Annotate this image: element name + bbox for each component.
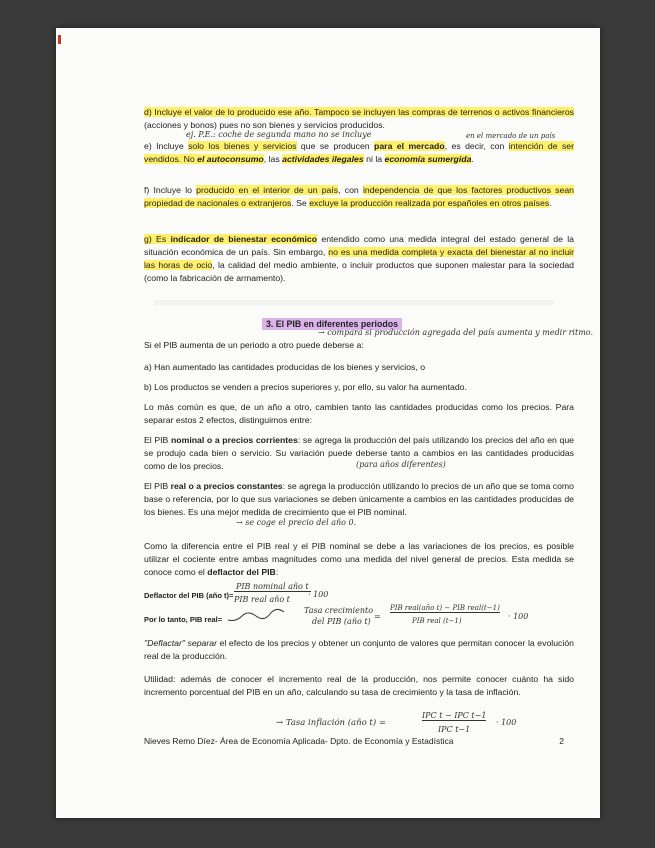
handwritten-note: → se coge el precio del año 0. (236, 518, 357, 527)
paragraph-f: f) Incluye lo producido en el interior de un país, con independencia de que los factores productivos sean propiedad de nacionales o extranjeros. Se excluye la producción realizada por españoles en otros países. (144, 185, 575, 208)
handwritten-note: · 100 (508, 612, 529, 621)
handwritten-note: ej. P.E.: coche de segunda mano no se incluye (186, 130, 372, 139)
handwritten-denominator: PIB real año t (234, 595, 290, 604)
handwritten-note: del PIB (año t) (312, 617, 371, 626)
handwritten-note: → Tasa inflación (año t) = (276, 718, 386, 728)
handwritten-note: Tasa crecimiento (304, 606, 374, 615)
handwritten-denominator: IPC t−1 (438, 725, 471, 734)
body-text: (acciones y bonos) pues no son bienes y servicios producidos. (144, 120, 385, 130)
handwritten-denominator: PIB real (t−1) (412, 617, 462, 625)
body-line: a) Han aumentado las cantidades producidas de los bienes y servicios, o (144, 362, 426, 372)
handwritten-numerator: PIB nominal año t (236, 582, 309, 591)
bleed-through (154, 300, 554, 305)
deflactar-paragraph: "Deflactar" separar el efecto de los precios y obtener un conjunto de valores que permitan conocer la evolución real de la producción. (144, 638, 574, 661)
pib-real-paragraph: El PIB real o a precios constantes: se agrega la producción utilizando lo precios de un año que se toma como base o referencia, por lo que sus variaciones se deben únicamente a cambios en las cantidades producidas de los bienes. Es una mejor medida de crecimiento que el PIB nominal. (144, 481, 574, 517)
section-heading: 3. El PIB en diferentes periodos (262, 318, 402, 330)
handwritten-equals: = (374, 612, 381, 621)
handwritten-note: en el mercado de un país (466, 132, 556, 140)
handwritten-note: · 100 (496, 718, 517, 727)
paragraph-e: e) Incluye solo los bienes y servicios que se producen para el mercado, es decir, con intención de ser vendidos. No el autoconsumo, las actividades ilegales ni la economía sumergida. (144, 141, 575, 164)
red-mark (58, 35, 61, 44)
paragraph-d (144, 106, 574, 132)
handwritten-numerator: PIB real(año t) − PIB real(t−1) (390, 604, 500, 612)
page-footer (144, 736, 574, 746)
handwritten-note: → compara si producción agregada del país aumenta y medir ritmo. (318, 328, 594, 337)
pib-nominal-paragraph: El PIB nominal o a precios corrientes: se agrega la producción del país utilizando los precios del año en que se produjo cada bien o servicio. Su variación puede deberse tanto a cambios en las cantidades producidas como de los precios. (144, 435, 574, 471)
utilidad-paragraph: Utilidad: además de conocer el incremento real de la producción, nos permite conocer cuánto ha sido incremento porcentual del PIB en un año, calculando su tasa de crecimiento y la tasa de inflación. (144, 674, 574, 697)
handwritten-squiggle (226, 608, 286, 626)
handwritten-note: · 100 (308, 590, 329, 599)
handwritten-numerator: IPC t − IPC t−1 (422, 711, 487, 720)
body-line: b) Los productos se venden a precios superiores y, por ello, su valor ha aumentado. (144, 382, 467, 392)
handwritten-note: (para años diferentes) (356, 460, 446, 469)
page-number: 2 (559, 736, 564, 746)
deflactor-paragraph: Como la diferencia entre el PIB real y el PIB nominal se debe a las variaciones de los precios, es posible utilizar el cociente entre ambas magnitudes como una medida del nivel general de precios. Esta medida se conoce como el deflactor del PIB: (144, 541, 574, 577)
paragraph-g: g) Es indicador de bienestar económico entendido como una medida integral del estado general de la situación económica de un país. Sin embargo, no es una medida completa y exacta del bienestar al no incluir las horas de ocio, la calidad del medio ambiente, o incluir productos que suponen malestar para la sociedad (como la fabricación de armamento). (144, 234, 574, 283)
body-paragraph: Lo más común es que, de un año a otro, cambien tanto las cantidades producidas como los precios. Para separar estos 2 efectos, distinguimos entre: (144, 402, 574, 425)
footer-text: Nieves Remo Díez- Área de Economía Aplicada- Dpto. de Economía y Estadística (144, 736, 454, 746)
highlight-text: d) Incluye el valor de lo producido ese año. Tampoco se incluyen las compras de terrenos o activos financieros (144, 107, 574, 117)
deflactor-label: Deflactor del PIB (año t)= (144, 591, 234, 600)
por-tanto-label: Por lo tanto, PIB real= (144, 615, 223, 624)
body-line: Si el PIB aumenta de un periodo a otro puede deberse a: (144, 340, 364, 350)
document-page (56, 28, 600, 818)
